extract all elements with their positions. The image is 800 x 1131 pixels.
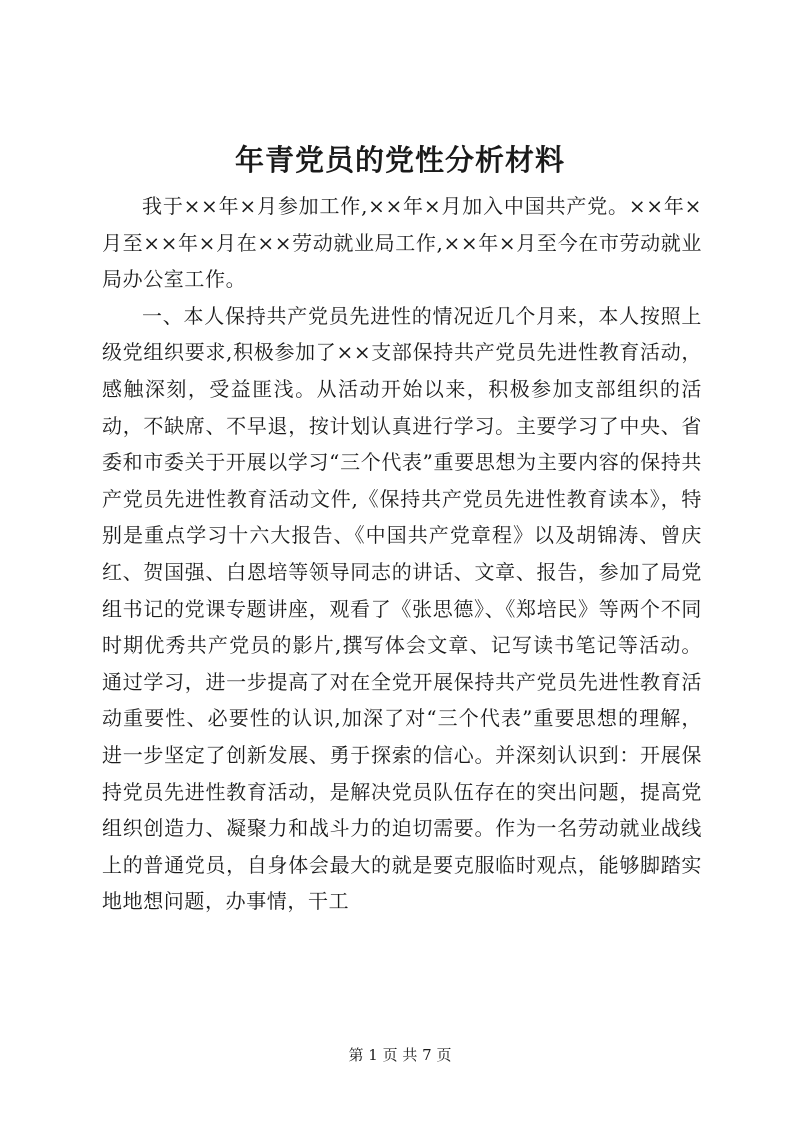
page-footer: 第 1 页 共 7 页 xyxy=(348,1046,452,1064)
document-body xyxy=(102,188,702,920)
paragraph-intro: 我于××年×月参加工作,××年×月加入中国共产党。××年×月至××年×月在××劳动就业局工作,××年×月至今在市劳动就业局办公室工作。 xyxy=(102,194,702,292)
document-title: 年青党员的党性分析材料 xyxy=(234,143,565,177)
paragraph-section-one: 一、本人保持共产党员先进性的情况近几个月来，本人按照上级党组织要求,积极参加了××支部保持共产党员先进性教育活动，感触深刻，受益匪浅。从活动开始以来，积极参加支部组织的活动，不缺席、不早退，按计划认真进行学习。主要学习了中央、省委和市委关于开展以学习“三个代表”重要思想为主要内容的保持共产党员先进性教育活动文件,《保持共产党员先进性教育读本》，特别是重点学习十六大报告、《中国共产党章程》以及胡锦涛、曾庆红、贺国强、白恩培等领导同志的讲话、文章、报告，参加了局党组书记的党课专题讲座，观看了《张思德》、《郑培民》等两个不同时期优秀共产党员的影片,撰写体会文章、记写读书笔记等活动。通过学习，进一步提高了对在全党开展保持共产党员先进性教育活动重要性、必要性的认识,加深了对“三个代表”重要思想的理解，进一步坚定了创新发展、勇于探索的信心。并深刻认识到：开展保持党员先进性教育活动，是解决党员队伍存在的突出问题，提高党组织创造力、凝聚力和战斗力的迫切需要。作为一名劳动就业战线上的普通党员，自身体会最大的就是要克服临时观点，能够脚踏实地地想问题，办事情，干工 xyxy=(102,303,702,914)
